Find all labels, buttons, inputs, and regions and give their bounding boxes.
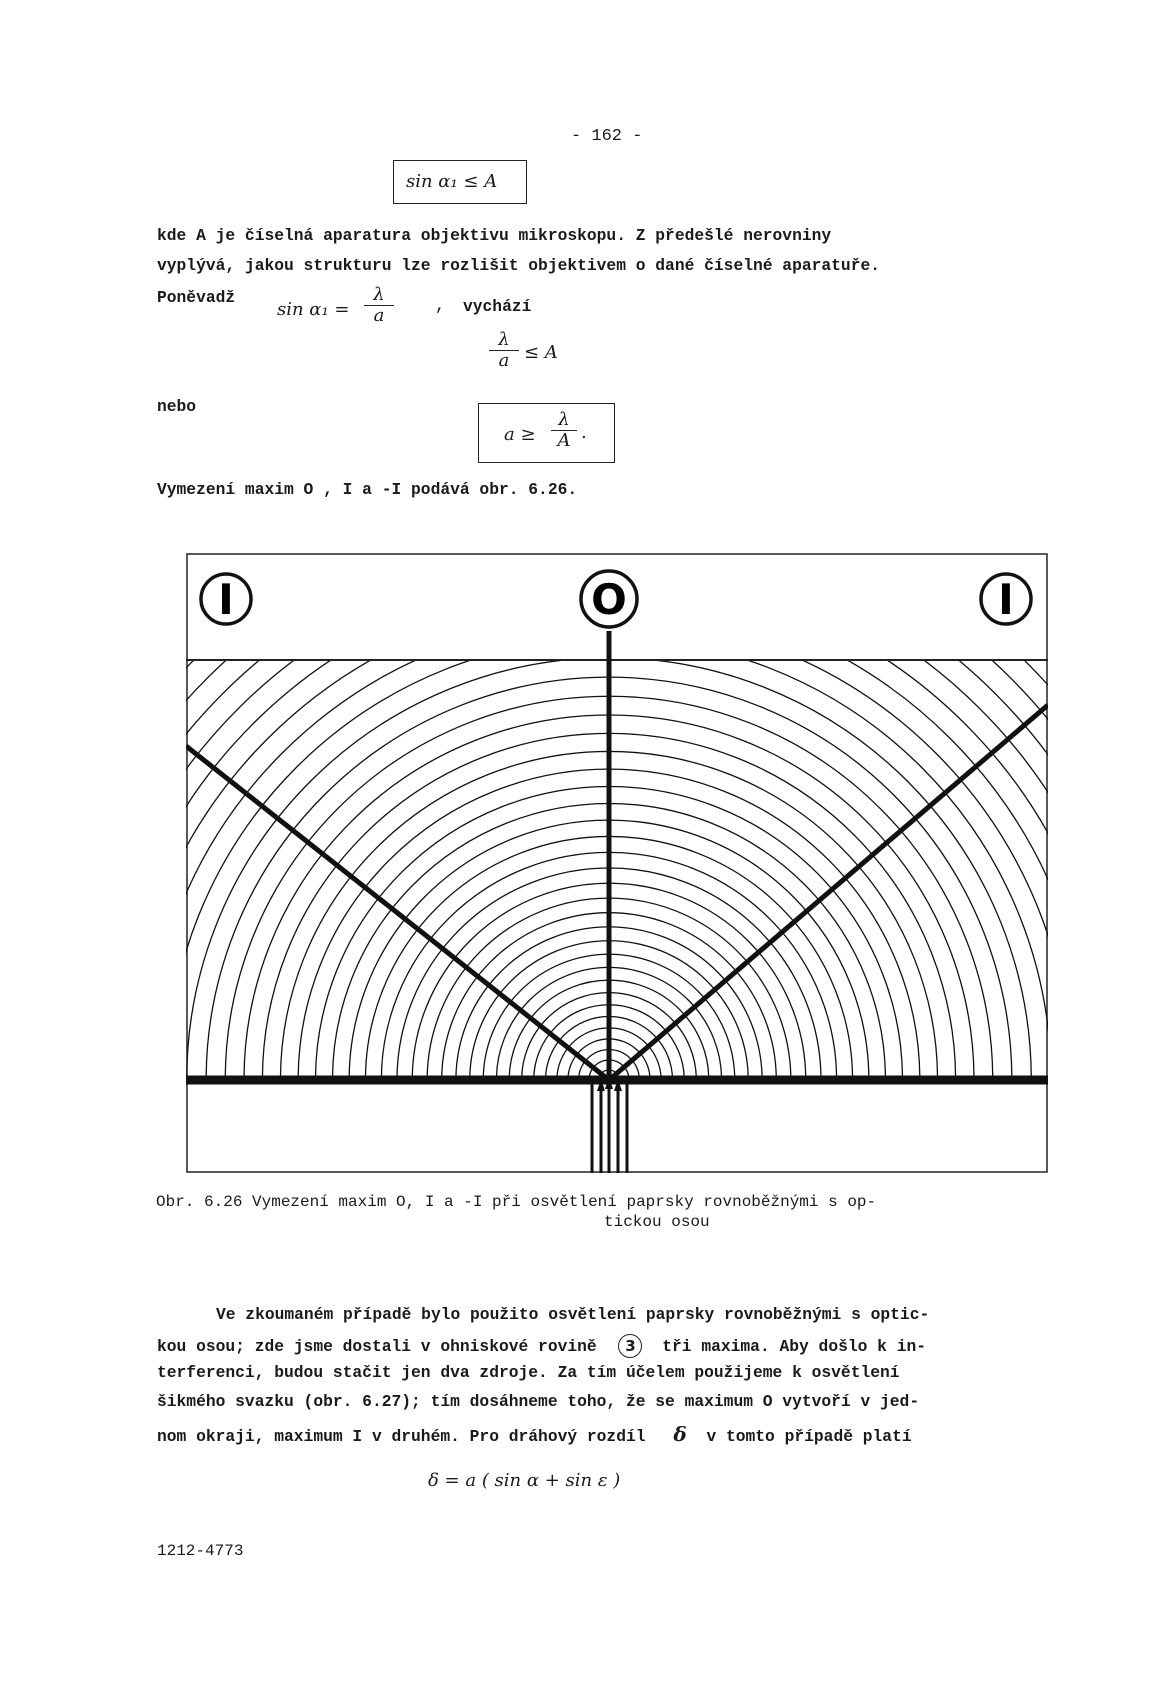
paragraph-line: kde A je číselná aparatura objektivu mikroskopu. Z předešlé nerovniny	[157, 226, 832, 245]
ponevadz-label: Poněvadž	[157, 288, 236, 307]
vychazi-label: vychází	[463, 297, 532, 316]
paragraph-line: terferenci, budou stačit jen dva zdroje. Za tím účelem použijeme k osvětlení	[157, 1363, 900, 1382]
paragraph-line: Ve zkoumaném případě bylo použito osvětlení paprsky rovnoběžnými s optic-	[216, 1305, 930, 1324]
paragraph-text: tři maxima. Aby došlo k in-	[662, 1337, 927, 1356]
maximum-label-center	[581, 571, 637, 627]
formula-sin-alpha: sin α₁ ≤ A	[406, 171, 498, 192]
paragraph-text: kou osou; zde jsme dostali v ohniskové rovině	[157, 1337, 597, 1356]
figure-caption-line1: Obr. 6.26 Vymezení maxim O, I a -I při osvětlení paprsky rovnoběžnými s op-	[156, 1193, 877, 1211]
figure-caption-line2: tickou osou	[604, 1213, 710, 1231]
equation-sin-alpha: sin α₁ =	[277, 299, 350, 320]
fraction-denominator: A	[557, 430, 571, 451]
paragraph-line: vyplývá, jakou strukturu lze rozlišit objektivem o dané číselné aparatuře.	[157, 256, 881, 275]
path-difference-formula: δ = a ( sin α + sin ε )	[428, 1470, 621, 1491]
maximum-label-right-text: I	[998, 575, 1014, 624]
fraction-denominator: a	[373, 305, 385, 326]
paragraph-text: nom okraji, maximum I v druhém. Pro dráhový rozdíl	[157, 1427, 646, 1446]
comma: ,	[435, 297, 446, 316]
formula-box-sin-alpha	[393, 160, 527, 204]
paragraph-line: Vymezení maxim O , I a -I podává obr. 6.26.	[157, 480, 578, 499]
fraction-lambda-over-a	[489, 330, 519, 371]
fraction-lambda-over-a	[364, 285, 394, 326]
maximum-label-left-text: I	[218, 575, 234, 624]
page-number: - 162 -	[571, 127, 643, 146]
delta-symbol: δ	[673, 1422, 687, 1446]
fraction-numerator: λ	[489, 330, 519, 351]
light-source-tube	[592, 1077, 627, 1173]
inequality-lhs: a ≥	[504, 424, 536, 445]
figure-6-26	[186, 553, 1048, 1178]
inequality-rhs: ≤ A	[524, 342, 558, 363]
fraction-numerator: λ	[364, 285, 394, 306]
paragraph-line	[157, 1422, 912, 1446]
fraction-numerator: λ	[551, 410, 577, 431]
formula-box-a-ge	[478, 403, 615, 463]
fraction-lambda-over-A	[551, 410, 577, 451]
maximum-line-right	[609, 705, 1048, 1080]
paragraph-text: v tomto případě platí	[706, 1427, 912, 1446]
fraction-denominator: a	[498, 350, 510, 371]
maximum-label-right	[981, 574, 1031, 624]
footer-code: 1212-4773	[157, 1542, 244, 1560]
period: .	[581, 422, 587, 443]
paragraph-line	[157, 1334, 926, 1358]
maximum-label-left	[201, 574, 251, 624]
paragraph-line: šikmého svazku (obr. 6.27); tím dosáhneme toho, že se maximum O vytvoří v jed-	[157, 1392, 920, 1411]
nebo-label: nebo	[157, 397, 197, 416]
maximum-label-center-text: O	[591, 575, 627, 624]
circled-number-3: 3	[618, 1334, 642, 1358]
interference-diagram	[186, 553, 1048, 1173]
maximum-line-left	[186, 746, 609, 1080]
